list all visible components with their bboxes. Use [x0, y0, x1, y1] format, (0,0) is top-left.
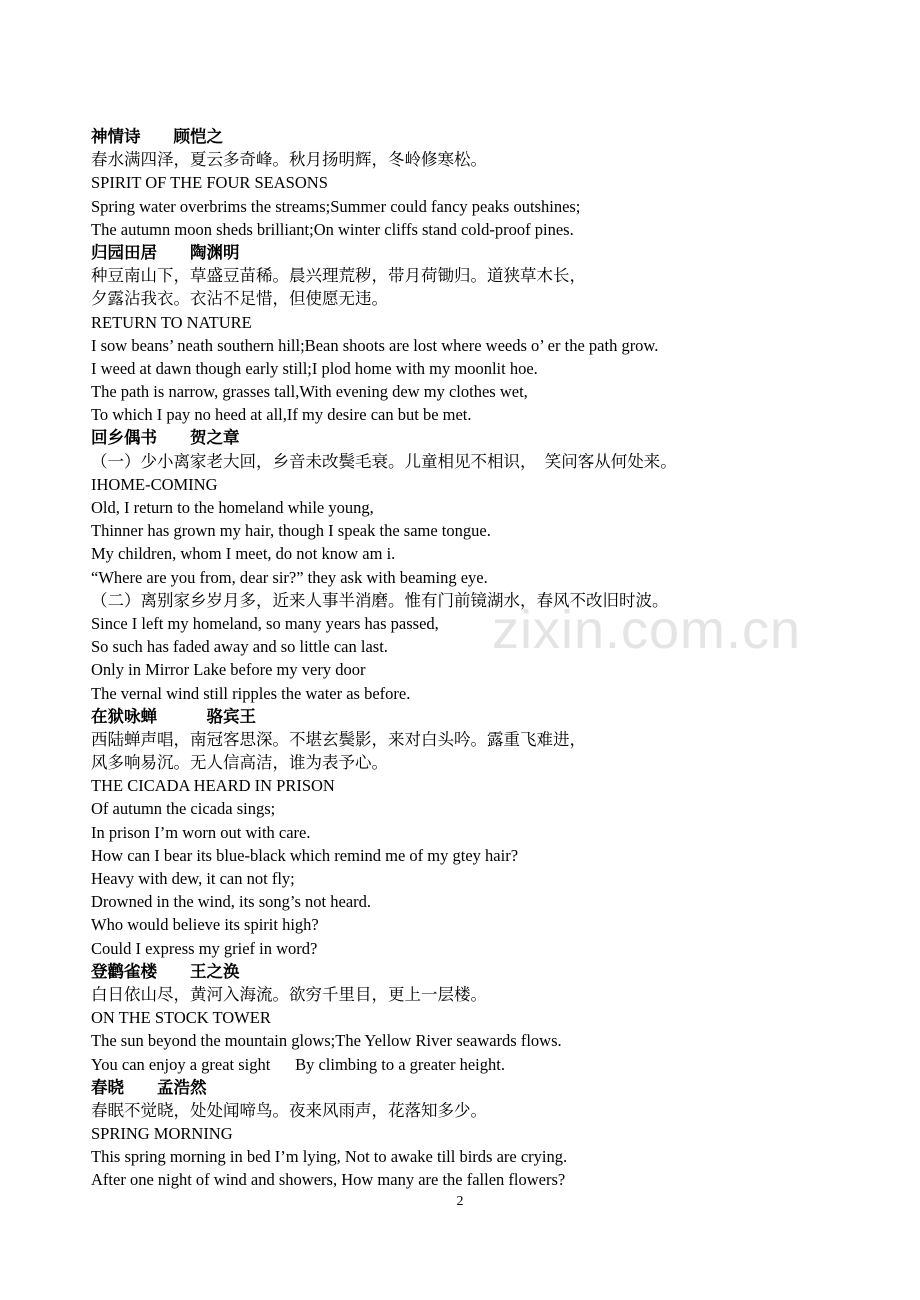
text-line: Could I express my grief in word? [91, 938, 318, 958]
poem-title: 归园田居 陶渊明 [91, 242, 240, 262]
text-line: 白日依山尽，黄河入海流。欲穷千里目，更上一层楼。 [91, 984, 487, 1004]
poem-title: 登鹳雀楼 王之涣 [91, 961, 240, 981]
text-line: IHOME-COMING [91, 474, 218, 494]
text-line: RETURN TO NATURE [91, 312, 252, 332]
text-line: The sun beyond the mountain glows;The Yellow River seawards flows. [91, 1031, 562, 1051]
text-line: To which I pay no heed at all,If my desire can but be met. [91, 405, 472, 425]
text-line: 种豆南山下，草盛豆苗稀。晨兴理荒秽，带月荷锄归。道狭草木长， [91, 266, 586, 286]
text-line: Only in Mirror Lake before my very door [91, 660, 366, 680]
text-line: You can enjoy a great sight By climbing to a greater height. [91, 1054, 505, 1074]
text-line: Heavy with dew, it can not fly; [91, 869, 295, 888]
poem-title: 神情诗 顾恺之 [91, 127, 223, 146]
text-line: Old, I return to the homeland while young, [91, 498, 374, 517]
text-line: After one night of wind and showers, How many are the fallen flowers? [91, 1170, 566, 1190]
text-line: The path is narrow, grasses tall,With evening dew my clothes wet, [91, 382, 528, 402]
text-line: ON THE STOCK TOWER [91, 1008, 271, 1028]
text-line: Spring water overbrims the streams;Summer could fancy peaks outshines; [91, 196, 581, 216]
text-line: I weed at dawn though early still;I plod home with my moonlit hoe. [91, 358, 538, 378]
text-line: The autumn moon sheds brilliant;On winter cliffs stand cold-proof pines. [91, 219, 574, 239]
page-number: 2 [456, 1194, 464, 1209]
text-line: 春水满四泽，夏云多奇峰。秋月扬明辉，冬岭修寒松。 [91, 150, 487, 170]
text-line: How can I bear its blue-black which remind me of my gtey hair? [91, 845, 519, 865]
text-line: This spring morning in bed I’m lying, Not to awake till birds are crying. [91, 1147, 568, 1167]
text-line: Thinner has grown my hair, though I speak the same tongue. [91, 521, 491, 541]
text-line: SPIRIT OF THE FOUR SEASONS [91, 173, 328, 193]
poem-title: 春晓 孟浩然 [91, 1077, 207, 1097]
watermark: zixin.com.cn [492, 600, 802, 660]
text-line: In prison I’m worn out with care. [91, 822, 311, 842]
document-body [91, 125, 891, 1192]
text-line: Of autumn the cicada sings; [91, 799, 276, 819]
poem-title: 在狱咏蝉 骆宾王 [91, 706, 256, 726]
poem-title: 回乡偶书 贺之章 [91, 428, 240, 448]
text-line: “Where are you from, dear sir?” they ask with beaming eye. [91, 567, 488, 587]
text-line: THE CICADA HEARD IN PRISON [91, 776, 335, 796]
text-line: Drowned in the wind, its song’s not heard. [91, 892, 372, 912]
text-line: The vernal wind still ripples the water as before. [91, 683, 411, 703]
text-line: （二）离别家乡岁月多，近来人事半消磨。惟有门前镜湖水，春风不改旧时波。 [91, 590, 669, 610]
text-line: Since I left my homeland, so many years has passed, [91, 613, 439, 633]
text-line: 春眠不觉晓，处处闻啼鸟。夜来风雨声，花落知多少。 [91, 1100, 487, 1120]
text-line: So such has faded away and so little can last. [91, 637, 388, 657]
text-line: 西陆蝉声唱，南冠客思深。不堪玄鬓影，来对白头吟。露重飞难进， [91, 729, 586, 749]
text-line: I sow beans’ neath southern hill;Bean shoots are lost where weeds o’ er the path grow. [91, 335, 659, 355]
text-line: My children, whom I meet, do not know am i. [91, 544, 396, 564]
text-line: 夕露沾我衣。衣沾不足惜，但使愿无违。 [91, 289, 388, 309]
text-line: Who would believe its spirit high? [91, 915, 319, 935]
text-line: SPRING MORNING [91, 1124, 233, 1144]
text-line: （一）少小离家老大回，乡音未改鬓毛衰。儿童相见不相识， 笑问客从何处来。 [91, 451, 677, 471]
text-line: 风多响易沉。无人信高洁，谁为表予心。 [91, 753, 388, 773]
